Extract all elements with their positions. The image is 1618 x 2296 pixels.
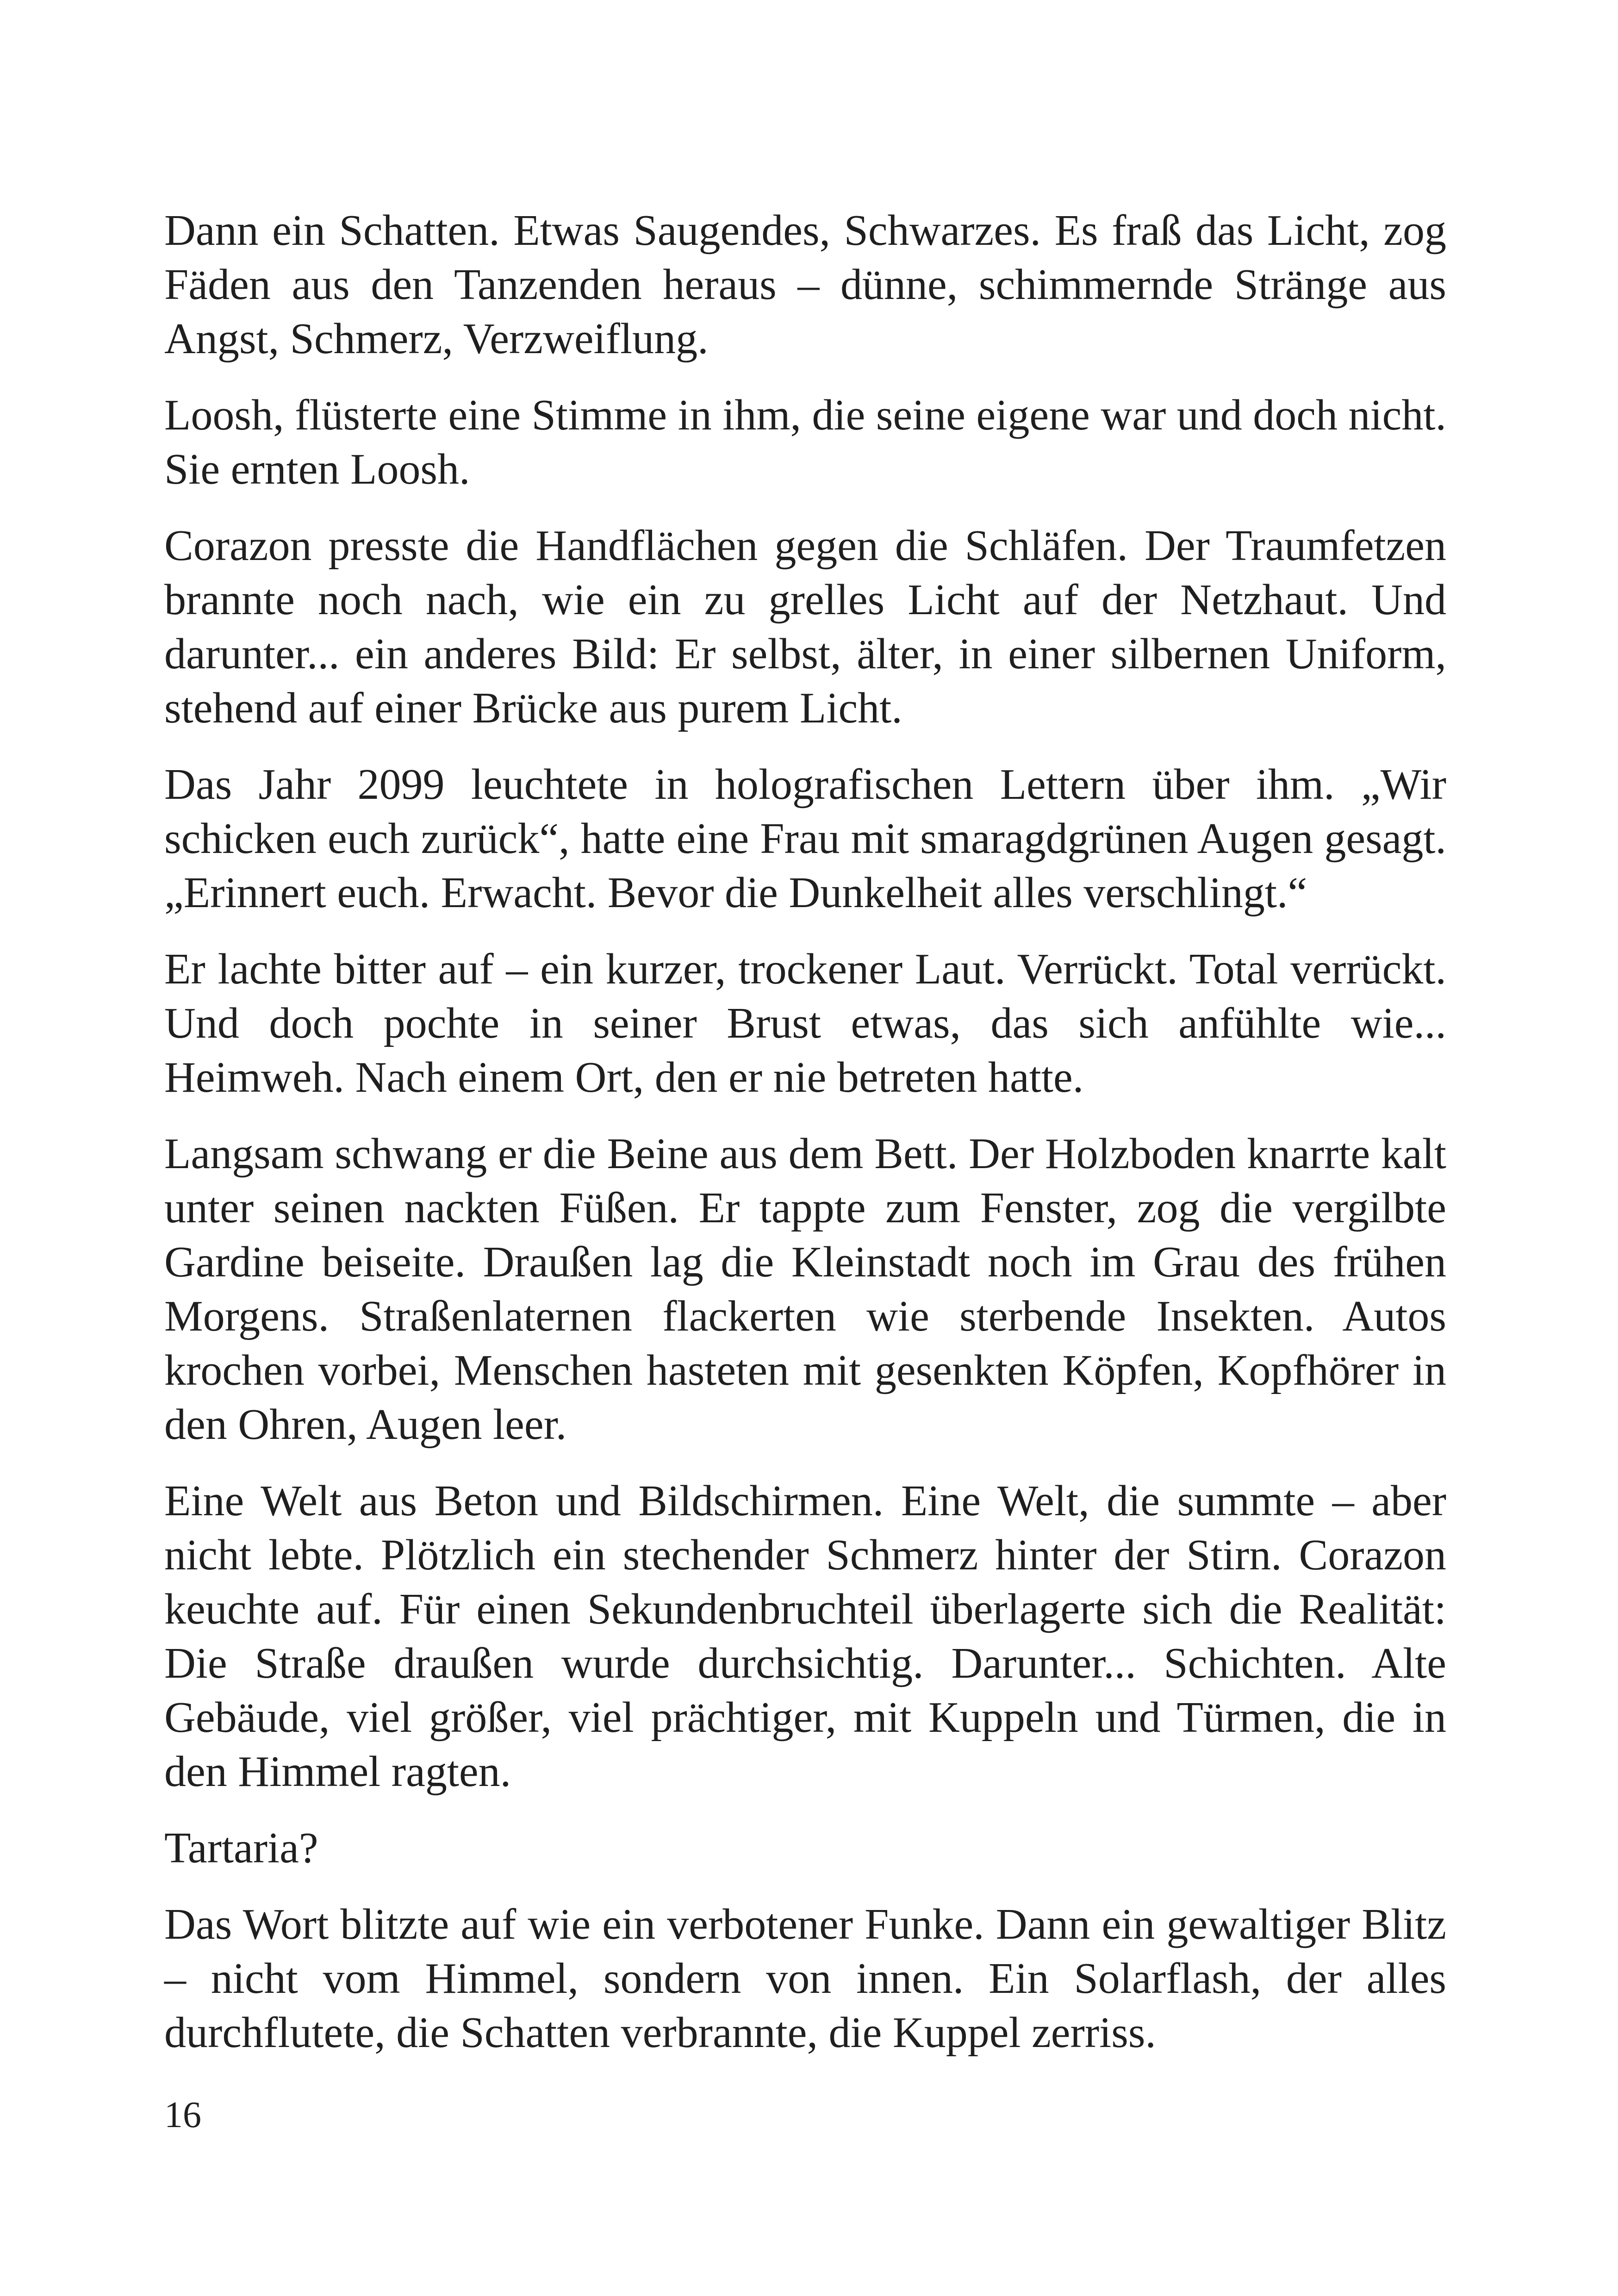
paragraph-7: Eine Welt aus Beton und Bildschirmen. Eine Welt, die summte – aber nicht lebte. Plötzlich ein stechender Schmerz hinter der Stirn. Corazon keuchte auf. Für einen Sekundenbruchteil überlagerte sich die Realität: Die Straße draußen wurde durchsichtig. Darunter... Schichten. Alte Gebäude, viel größer, viel prächtiger, mit Kuppeln und Türmen, die in den Himmel ragten. (164, 1477, 1446, 1796)
paragraph-3: Corazon presste die Handflächen gegen die Schläfen. Der Traumfetzen brannte noch nach, wie ein zu grelles Licht auf der Netzhaut. Und darunter... ein anderes Bild: Er selbst, älter, in einer silbernen Uniform, stehend auf einer Brücke aus purem Licht. (164, 522, 1446, 732)
body-text (164, 204, 1446, 2082)
paragraph-1: Dann ein Schatten. Etwas Saugendes, Schwarzes. Es fraß das Licht, zog Fäden aus den Tanzenden heraus – dünne, schimmernde Stränge aus Angst, Schmerz, Verzweiflung. (164, 206, 1446, 363)
paragraph-8: Tartaria? (164, 1824, 318, 1872)
paragraph-4: Das Jahr 2099 leuchtete in holografischen Lettern über ihm. „Wir schicken euch zurück“, hatte eine Frau mit smaragdgrünen Augen gesagt. „Erinnert euch. Erwacht. Bevor die Dunkelheit alles verschlingt.“ (164, 760, 1446, 917)
paragraph-6: Langsam schwang er die Beine aus dem Bett. Der Holzboden knarrte kalt unter seinen nackten Füßen. Er tappte zum Fenster, zog die vergilbte Gardine beiseite. Draußen lag die Kleinstadt noch im Grau des frühen Morgens. Straßenlaternen flackerten wie sterbende Insekten. Autos krochen vorbei, Menschen hasteten mit gesenkten Köpfen, Kopfhörer in den Ohren, Augen leer. (164, 1130, 1446, 1449)
page-number: 16 (164, 2095, 201, 2135)
paragraph-5: Er lachte bitter auf – ein kurzer, trockener Laut. Verrückt. Total verrückt. Und doch pochte in seiner Brust etwas, das sich anfühlte wie... Heimweh. Nach einem Ort, den er nie betreten hatte. (164, 945, 1446, 1101)
paragraph-2: Loosh, flüsterte eine Stimme in ihm, die seine eigene war und doch nicht. Sie ernten Loosh. (164, 391, 1446, 493)
paragraph-9: Das Wort blitzte auf wie ein verbotener Funke. Dann ein gewaltiger Blitz – nicht vom Himmel, sondern von innen. Ein Solarflash, der alles durchflutete, die Schatten verbrannte, die Kuppel zerriss. (164, 1900, 1446, 2057)
